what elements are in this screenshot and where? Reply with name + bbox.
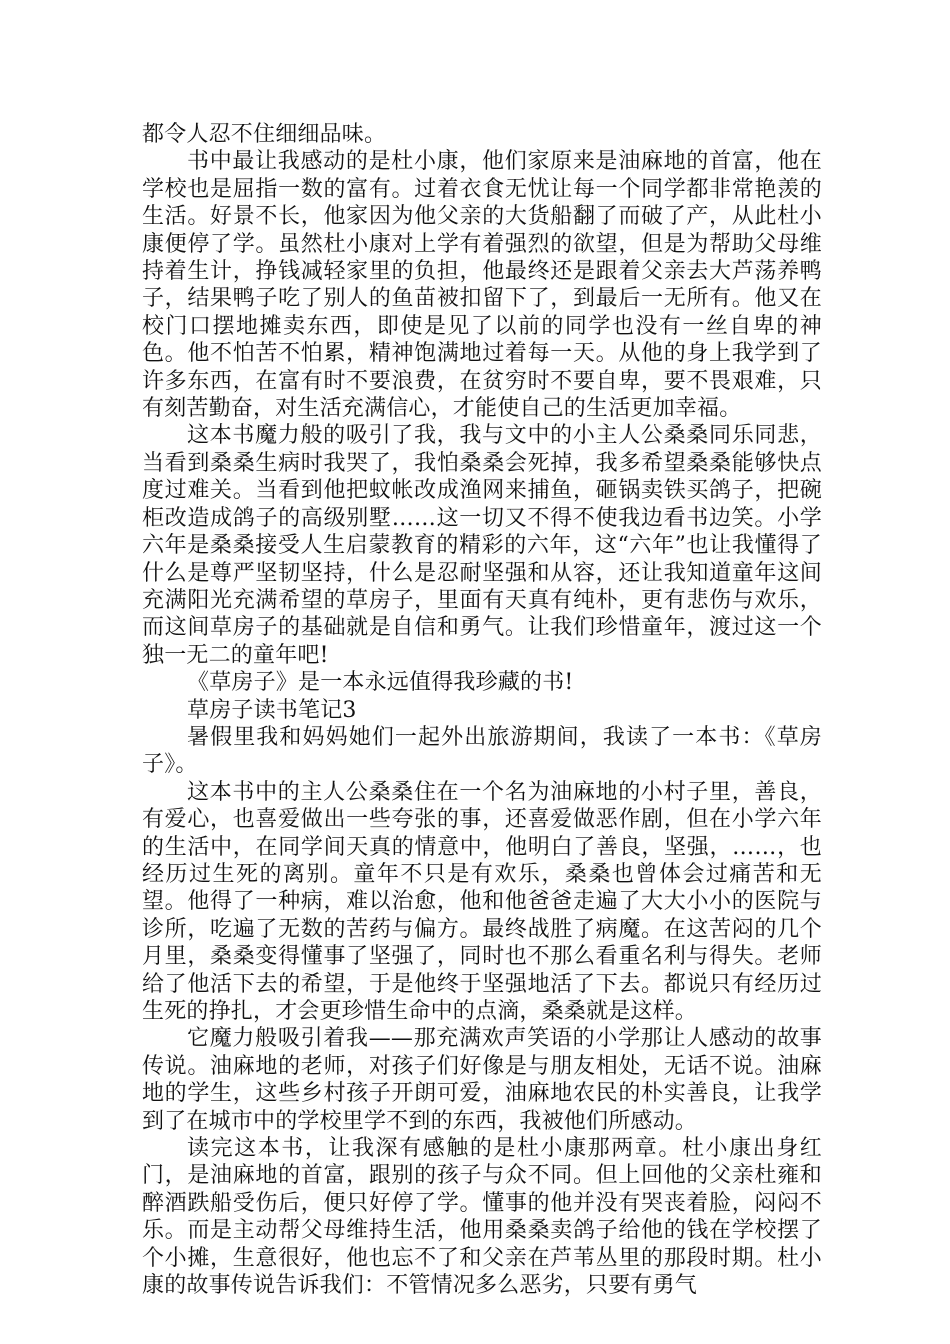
section-heading: 草房子读书笔记3 — [187, 697, 357, 723]
paragraph-3: 这本书魔力般的吸引了我，我与文中的小主人公桑桑同乐同悲，当看到桑桑生病时我哭了，我怕桑桑会死掉，我多希望桑桑能够快点度过难关。当看到他把蚊帐改成渔网来捕鱼，砸锅卖铁买鸽子，把碗柜改造成鸽子的高级别墅……这一切又不得不使我边看书边笑。小学六年是桑桑接受人生启蒙教育的精彩的六年，这“六年”也让我懂得了什么是尊严坚韧坚持，什么是忍耐坚强和从容，还让我知道童年这间充满阳光充满希望的草房子，里面有天真有纯朴，更有悲伤与欢乐，而这间草房子的基础就是自信和勇气。让我们珍惜童年，渡过这一个独一无二的童年吧! — [142, 423, 822, 668]
paragraph-9: 读完这本书，让我深有感触的是杜小康那两章。杜小康出身红门，是油麻地的首富，跟别的孩子与众不同。但上回他的父亲杜雍和醉酒跌船受伤后，便只好停了学。懂事的他并没有哭丧着脸，闷闷不乐。而是主动帮父母维持生活，他用桑桑卖鸽子给他的钱在学校摆了个小摊，生意很好，他也忘不了和父亲在芦苇丛里的那段时期。杜小康的故事传说告诉我们：不管情况多么恶劣，只要有勇气 — [142, 1136, 822, 1299]
paragraph-8: 它魔力般吸引着我——那充满欢声笑语的小学那让人感动的故事传说。油麻地的老师，对孩子们好像是与朋友相处，无话不说。油麻地的学生，这些乡村孩子开朗可爱，油麻地农民的朴实善良，让我学到了在城市中的学校里学不到的东西，我被他们所感动。 — [142, 1026, 822, 1134]
paragraph-4: 《草房子》是一本永远值得我珍藏的书! — [187, 670, 574, 696]
paragraph-7: 这本书中的主人公桑桑住在一个名为油麻地的小村子里，善良，有爱心，也喜爱做出一些夸张的事，还喜爱做恶作剧，但在小学六年的生活中，在同学间天真的情意中，他明白了善良，坚强，……，也经历过生死的离别。童年不只是有欢乐，桑桑也曾体会过痛苦和无望。他得了一种病，难以治愈，他和他爸爸走遍了大大小小的医院与诊所，吃遍了无数的苦药与偏方。最终战胜了病魔。在这苦闷的几个月里，桑桑变得懂事了坚强了，同时也不那么看重名利与得失。老师给了他活下去的希望，于是他终于坚强地活了下去。都说只有经历过生死的挣扎，才会更珍惜生命中的点滴，桑桑就是这样。 — [142, 779, 822, 1024]
document-body — [142, 121, 822, 1299]
paragraph-6: 暑假里我和妈妈她们一起外出旅游期间，我读了一本书：《草房子》。 — [142, 724, 822, 778]
paragraph-2: 书中最让我感动的是杜小康，他们家原来是油麻地的首富，他在学校也是屈指一数的富有。过着衣食无忧让每一个同学都非常艳羡的生活。好景不长，他家因为他父亲的大货船翻了而破了产，从此杜小康便停了学。虽然杜小康对上学有着强烈的欲望，但是为帮助父母维持着生计，挣钱减轻家里的负担，他最终还是跟着父亲去大芦荡养鸭子，结果鸭子吃了别人的鱼苗被扣留下了，到最后一无所有。他又在校门口摆地摊卖东西，即使是见了以前的同学也没有一丝自卑的神色。他不怕苦不怕累，精神饱满地过着每一天。从他的身上我学到了许多东西，在富有时不要浪费，在贫穷时不要自卑，要不畏艰难，只有刻苦勤奋，对生活充满信心，才能使自己的生活更加幸福。 — [142, 149, 822, 422]
paragraph-1: 都令人忍不住细细品味。 — [142, 122, 387, 147]
